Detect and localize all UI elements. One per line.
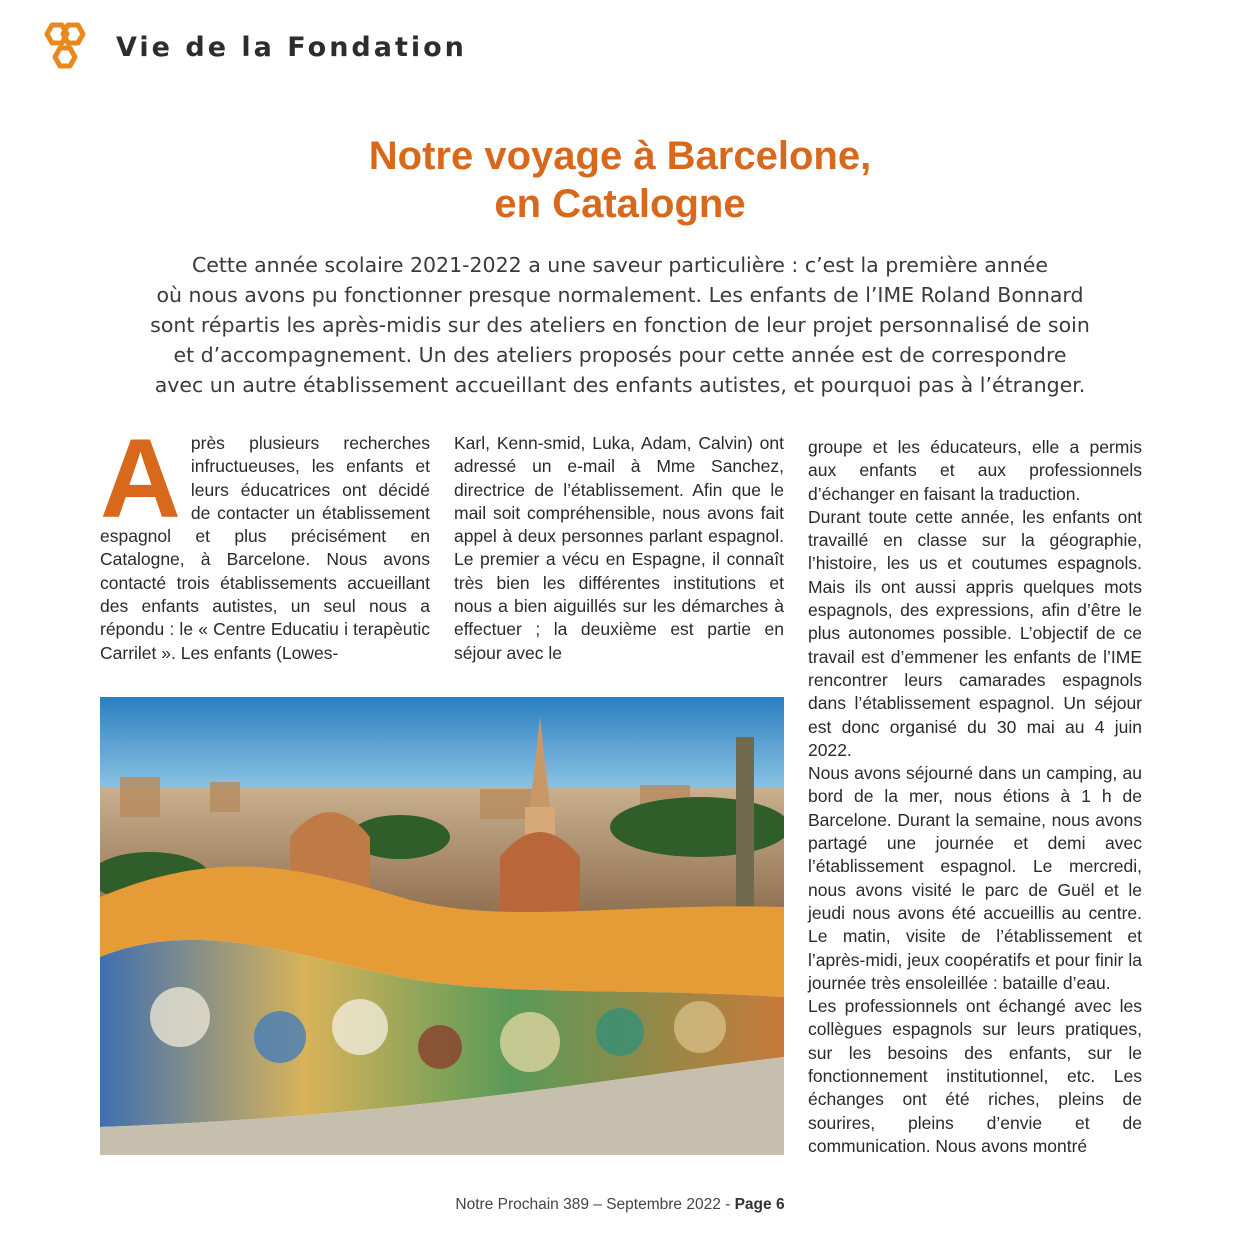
title-line-1: Notre voyage à Barcelone,: [368, 134, 872, 178]
intro-line: Cette année scolaire 2021-2022 a une saveur particulière : c’est la première année: [191, 253, 1049, 277]
column-1: [100, 416, 430, 665]
column-3-paragraph: Durant toute cette année, les enfants ont travaillé en classe sur la géographie, l’histoire, les us et coutumes espagnols. Mais ils ont aussi appris quelques mots espagnols, des expressions, afin d’être le plus autonomes possible. L’objectif de ce travail est d’emmener les enfants de l’IME rencontrer leurs camarades espagnols dans l’établissement espagnol. Un séjour est donc organisé du 30 mai au 4 juin 2022.: [808, 506, 1142, 760]
column-3-paragraph: groupe et les éducateurs, elle a permis aux enfants et aux professionnels d’échanger en faisant la traduction.: [808, 437, 1142, 504]
footer-issue: Notre Prochain 389 – Septembre 2022 -: [455, 1196, 735, 1213]
intro-line: et d’accompagnement. Un des ateliers proposés pour cette année est de correspondre: [173, 343, 1067, 367]
article-title: [0, 132, 1240, 228]
title-line-2: en Catalogne: [494, 182, 746, 226]
intro-line: où nous avons pu fonctionner presque normalement. Les enfants de l’IME Roland Bonnard: [156, 283, 1084, 307]
drop-cap: A: [100, 416, 181, 541]
column-3-paragraph: Nous avons séjourné dans un camping, au bord de la mer, nous étions à 1 h de Barcelone. Durant la semaine, nous avons partagé une journée et demi avec l’établissement espagnol. Le mercredi, nous avons visité le parc de Guël et le jeudi nous avons été accueillis au centre. Le matin, visite de l’établissement et l’après-midi, jeux coopératifs et pour finir la journée très ensoleillée : bataille d’eau.: [808, 763, 1142, 993]
article-intro: [120, 250, 1120, 400]
page-header: [36, 22, 467, 72]
intro-line: avec un autre établissement accueillant des enfants autistes, et pourquoi pas à l’étranger.: [154, 373, 1086, 397]
section-title: Vie de la Fondation: [116, 31, 467, 63]
park-guell-photo: [100, 697, 784, 1155]
column-3-paragraph: Les professionnels ont échangé avec les collègues espagnols sur leurs pratiques, sur les besoins des enfants, sur le fonctionnement institutionnel, etc. Les échanges ont été riches, pleins de sourires, pleins d’envie et de communication. Nous avons montré: [808, 996, 1142, 1156]
page-number: Page 6: [734, 1196, 785, 1213]
column-2-text: Karl, Kenn-smid, Luka, Adam, Calvin) ont adressé un e-mail à Mme Sanchez, directrice de l’établissement. Afin que le mail soit compréhensible, nous avons fait appel à deux personnes parlant espagnol. Le premier a vécu en Espagne, il connaît très bien les différentes institutions et nous a bien aiguillés sur les démarches à effectuer ; la deuxième est partie en séjour avec le: [454, 433, 784, 663]
column-2: [454, 432, 784, 665]
page-footer: [0, 1196, 1240, 1214]
column-3: [808, 436, 1142, 1158]
fondation-logo-icon: [36, 21, 90, 73]
column-1-text: près plusieurs recherches infructueuses, les enfants et leurs éducatrices ont décidé de contacter un établissement espagnol et plus précisément en Catalogne, à Barcelone. Nous avons contacté trois établissements accueillant des enfants autistes, un seul nous a répondu : le « Centre Educatiu i terapèutic Carrilet ». Les enfants (Lowes-: [100, 433, 430, 663]
intro-line: sont répartis les après-midis sur des ateliers en fonction de leur projet personnalisé de soin: [150, 313, 1090, 337]
